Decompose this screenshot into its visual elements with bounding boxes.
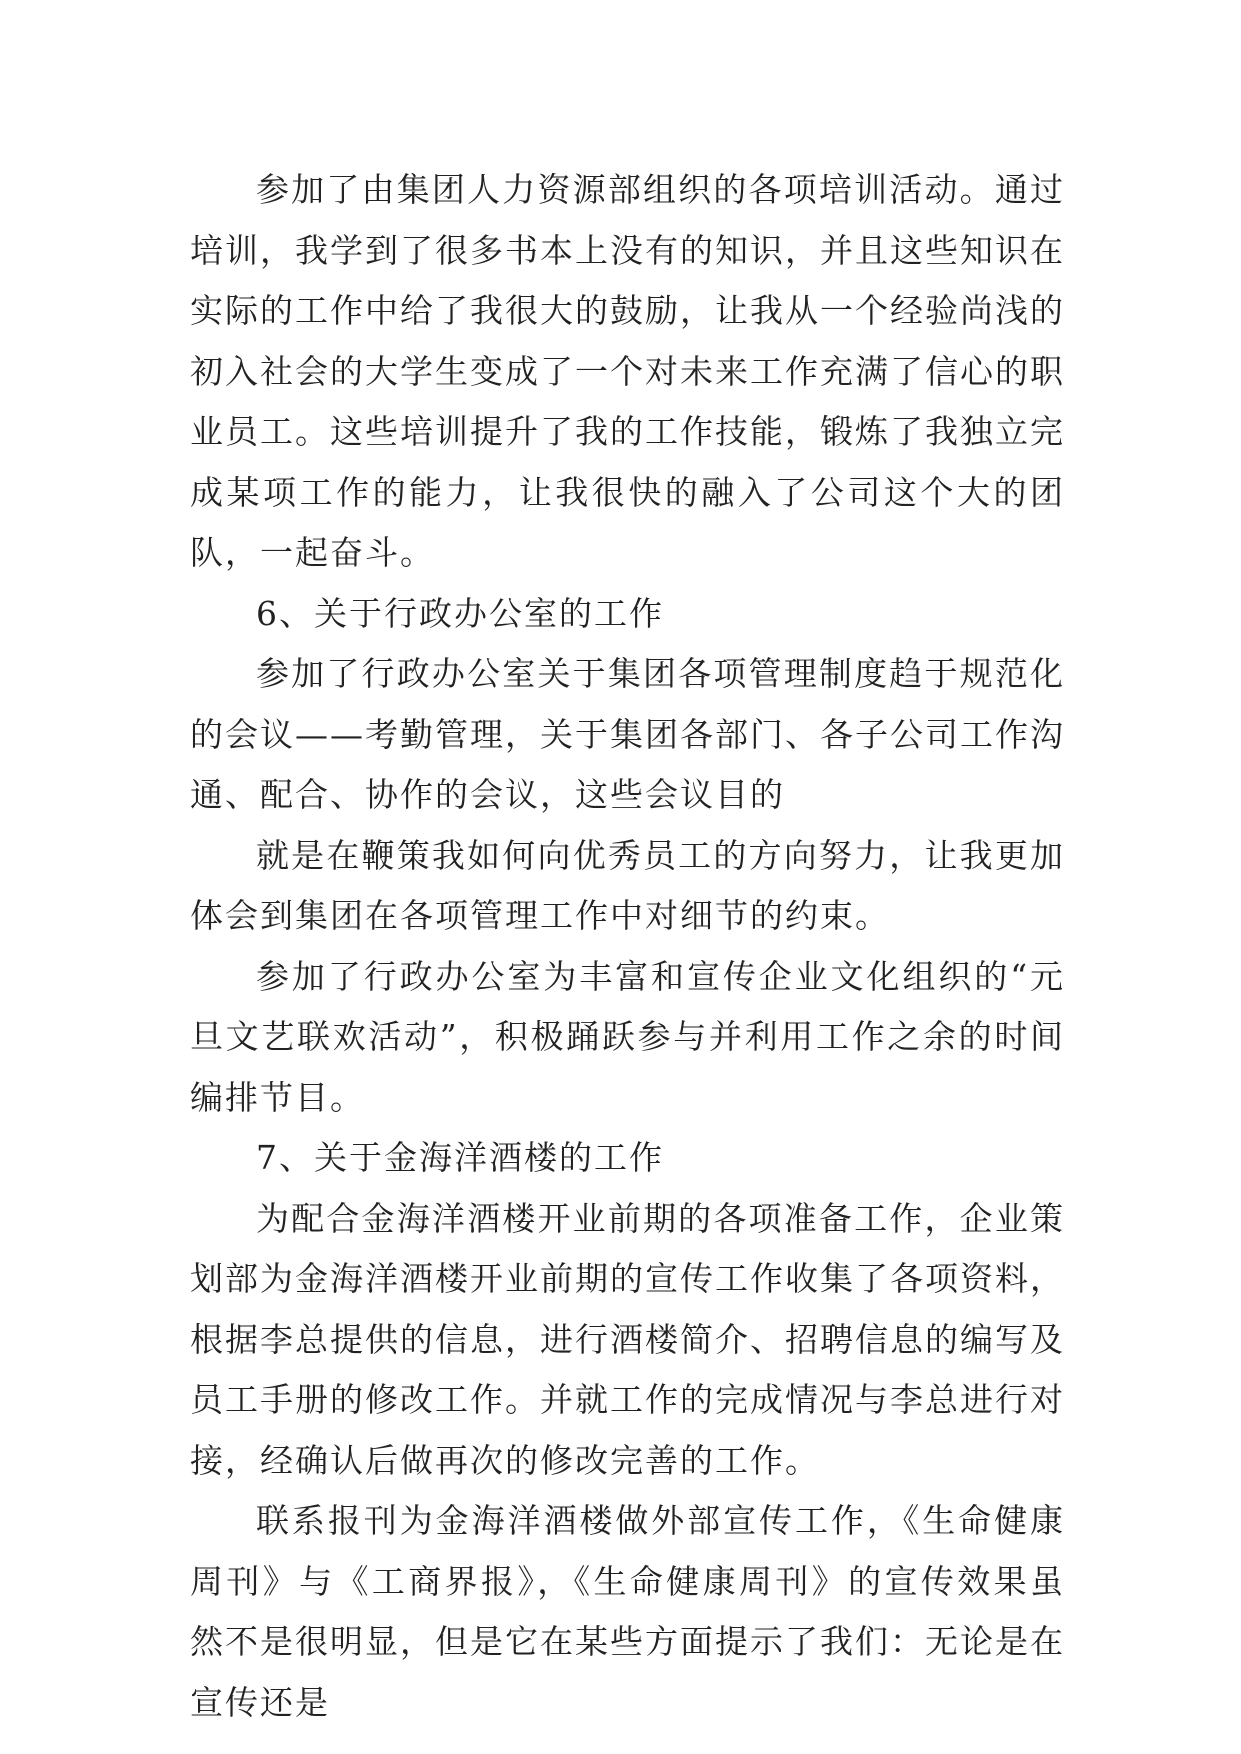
paragraph-restaurant-preparation: 为配合金海洋酒楼开业前期的各项准备工作，企业策划部为金海洋酒楼开业前期的宣传工作收集了各项资料，根据李总提供的信息，进行酒楼简介、招聘信息的编写及员工手册的修改工作。并就工作的完成情况与李总进行对接，经确认后做再次的修改完善的工作。 (190, 1198, 1065, 1480)
paragraph-training: 参加了由集团人力资源部组织的各项培训活动。通过培训，我学到了很多书本上没有的知识，并且这些知识在实际的工作中给了我很大的鼓励，让我从一个经验尚浅的初入社会的大学生变成了一个对未来工作充满了信心的职业员工。这些培训提升了我的工作技能，锻炼了我独立完成某项工作的能力，让我很快的融入了公司这个大的团队，一起奋斗。 (190, 170, 1065, 572)
section-heading-restaurant: 7、关于金海洋酒楼的工作 (256, 1138, 664, 1177)
paragraph-admin-meetings: 参加了行政办公室关于集团各项管理制度趋于规范化的会议——考勤管理，关于集团各部门、各子公司工作沟通、配合、协作的会议，这些会议目的 (190, 654, 1065, 814)
document-body (190, 160, 1065, 1733)
paragraph-admin-meetings-purpose: 就是在鞭策我如何向优秀员工的方向努力，让我更加体会到集团在各项管理工作中对细节的约束。 (190, 835, 1065, 935)
paragraph-new-year-event: 参加了行政办公室为丰富和宣传企业文化组织的“元旦文艺联欢活动”，积极踊跃参与并利用工作之余的时间编排节目。 (190, 956, 1065, 1117)
section-heading-admin-office: 6、关于行政办公室的工作 (256, 593, 664, 633)
paragraph-restaurant-publicity: 联系报刊为金海洋酒楼做外部宣传工作，《生命健康周刊》与《工商界报》，《生命健康周刊》的宣传效果虽然不是很明显，但是它在某些方面提示了我们：无论是在宣传还是 (190, 1501, 1065, 1722)
